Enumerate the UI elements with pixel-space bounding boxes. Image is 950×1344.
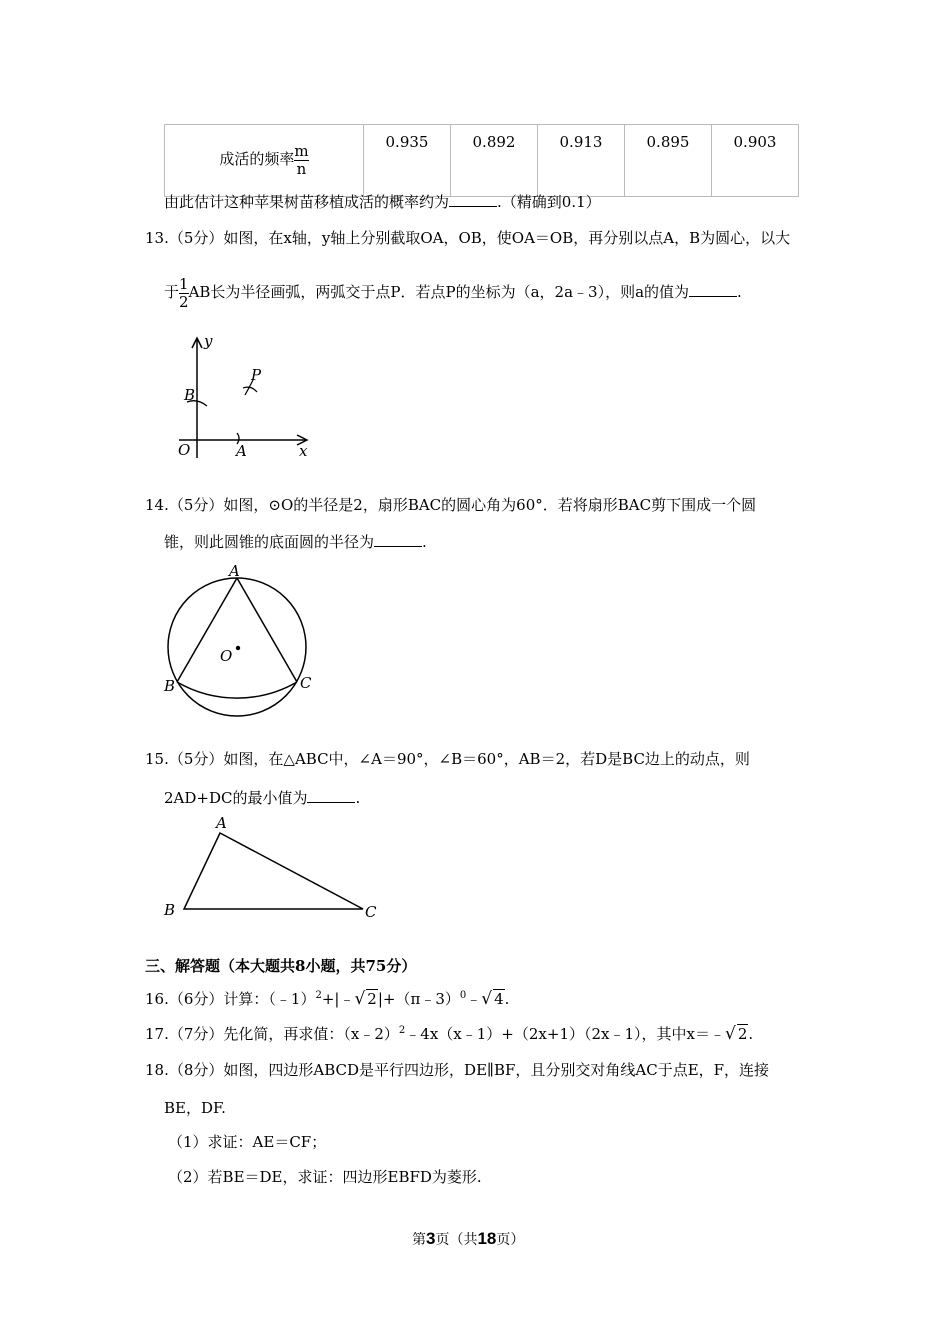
q16: 16.（6分）计算：（﹣1）$^2$+|﹣√ 2|+（π﹣3）$^0$﹣√ 4. [145, 989, 510, 1009]
q15-line2: 2AD+DC的最小值为 . [164, 789, 361, 807]
q14-figure [160, 560, 330, 722]
question-number: 15. [145, 750, 169, 768]
answer-blank [449, 192, 497, 207]
q18-part2: （2）若BE＝DE，求证：四边形EBFD为菱形. [168, 1168, 482, 1186]
q13-figure [165, 330, 315, 462]
question-number: 18. [145, 1061, 169, 1079]
question-number: 13. [145, 229, 169, 247]
point-label-o: O [220, 647, 233, 665]
point-label-p: P [251, 366, 262, 384]
q13-line1: 13.（5分）如图，在x轴，y轴上分别截取OA，OB，使OA＝OB，再分别以点A，B为圆心，以大 [145, 229, 791, 247]
point-label-b: B [164, 901, 176, 919]
table-value-cell: 0.892 [451, 125, 538, 197]
table-value-cell: 0.895 [625, 125, 712, 197]
question-number: 16. [145, 990, 169, 1008]
table-value-cell: 0.935 [364, 125, 451, 197]
sqrt-radicand: 2 [737, 1025, 748, 1043]
q18-line1: 18.（8分）如图，四边形ABCD是平行四边形，DE∥BF，且分别交对角线AC于点E，F，连接 [145, 1061, 770, 1079]
point-label-a: A [216, 814, 227, 832]
answer-blank [307, 788, 355, 803]
point-label-b: B [184, 386, 196, 404]
table-label: 成活的频率 [219, 150, 295, 168]
point-label-b: B [164, 677, 176, 695]
q18-part1: （1）求证：AE＝CF； [168, 1133, 327, 1151]
sqrt-radicand: 2 [367, 990, 377, 1008]
fraction-half: $\frac{1}{2}$ [179, 275, 189, 311]
q14-line1: 14.（5分）如图，⊙O的半径是2，扇形BAC的圆心角为60°．若将扇形BAC剪下围成一个圆 [145, 496, 757, 514]
table-label-cell [165, 125, 364, 197]
q15-line1: 15.（5分）如图，在△ABC中，∠A＝90°，∠B＝60°，AB＝2，若D是BC边上的动点，则 [145, 750, 750, 768]
table-value-cell: 0.903 [712, 125, 799, 197]
axis-label-x: x [299, 442, 308, 460]
sqrt-radicand: 4 [494, 990, 504, 1008]
q17: 17.（7分）先化简，再求值：（x﹣2）$^2$﹣4x（x﹣1）+（2x+1）（2x﹣1），其中x＝﹣√ 2. [145, 1024, 754, 1044]
answer-blank [374, 532, 422, 547]
axis-label-y: y [204, 332, 213, 350]
table-value-cell: 0.913 [538, 125, 625, 197]
page-number: 3 [426, 1229, 436, 1248]
point-label-c: C [300, 674, 312, 692]
point-label-a: A [229, 562, 240, 580]
section-heading: 三、解答题（本大题共8小题，共75分） [145, 957, 417, 975]
table-row [165, 125, 799, 197]
question-number: 17. [145, 1025, 169, 1043]
point-label-o: O [178, 441, 191, 459]
point-label-a: A [236, 442, 247, 460]
q18-line2: BE，DF. [164, 1099, 226, 1117]
answer-blank [689, 282, 737, 297]
frequency-table [164, 124, 799, 197]
q15-figure [160, 812, 385, 922]
q12-conclusion: 由此估计这种苹果树苗移植成活的概率约为 .（精确到0.1） [164, 193, 601, 211]
total-pages: 18 [477, 1229, 497, 1248]
page-footer: 第3页（共18页） [412, 1229, 525, 1248]
q14-line2: 锥，则此圆锥的底面圆的半径为 . [164, 533, 427, 551]
point-label-c: C [365, 903, 377, 921]
question-number: 14. [145, 496, 169, 514]
q13-line2: 于 $\frac{1}{2}$ AB长为半径画弧，两弧交于点P．若点P的坐标为（a，2a﹣3），则a的值为 . [164, 275, 742, 311]
fraction-m-n: $\frac{m}{n}$ [294, 142, 309, 178]
